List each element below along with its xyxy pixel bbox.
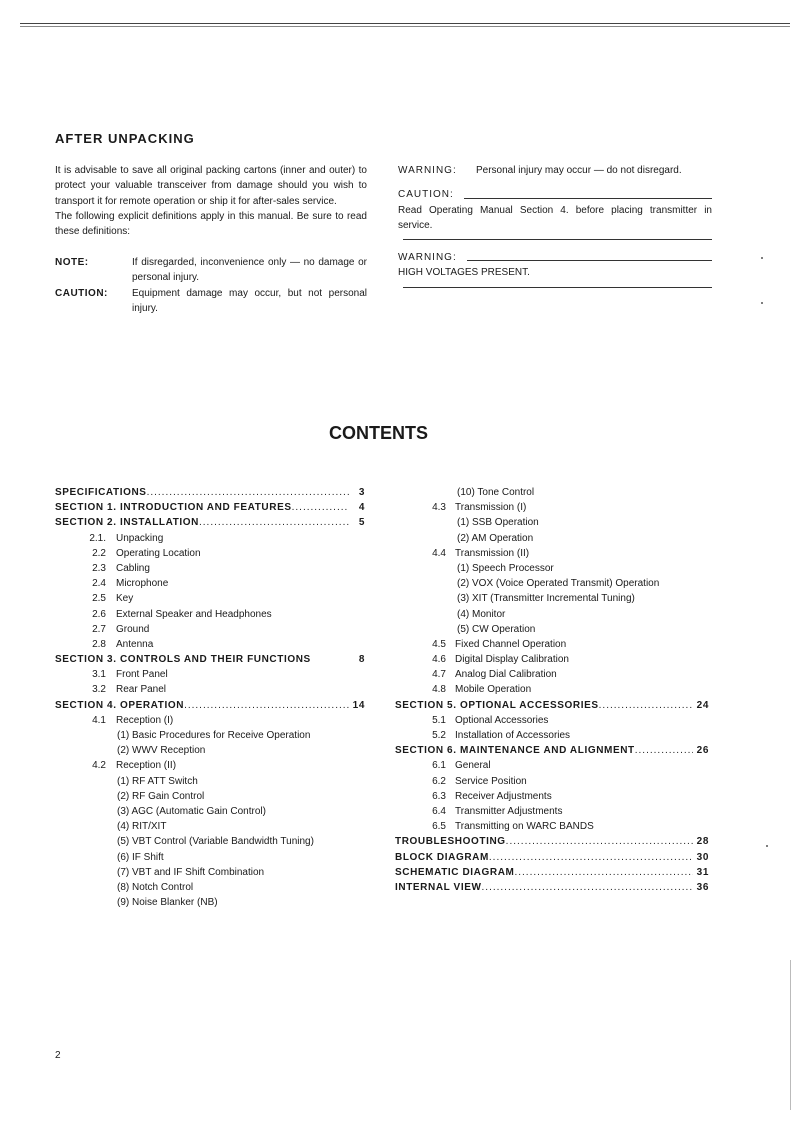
toc-entry-4-7[interactable]: 4.7 Analog Dial Calibration [432,669,557,681]
toc-entry-4-8[interactable]: 4.8 Mobile Operation [432,684,532,696]
toc-entry-4-3[interactable]: 4.3 Transmission (I) [432,502,527,514]
warning-rule [467,260,712,261]
packing-paragraph: It is advisable to save all original packing cartons (inner and outer) to protect your valuable transceiver from damage should you wish to transport it for remote operation or ship it for after-sales service. [55,165,367,207]
caution-rule [464,198,712,199]
toc-entry-2-6[interactable]: 2.6 External Speaker and Headphones [92,608,272,620]
toc-entry-5-2[interactable]: 5.2 Installation of Accessories [432,730,571,741]
toc-entry-block-diagram[interactable]: BLOCK DIAGRAM ..... 30 [395,850,709,865]
toc-entry-3-1[interactable]: 3.1 Front Panel [92,669,168,681]
scan-speck [766,845,768,847]
top-rule [20,23,790,24]
toc-left-column [55,485,365,910]
page-number: 2 [55,1050,61,1061]
top-rule-thin [20,26,790,27]
toc-entry-6-5[interactable]: 6.5 Transmitting on WARC BANDS [432,821,594,833]
toc-entry-2-8[interactable]: 2.8 Antenna [92,638,154,650]
toc-entry-troubleshooting[interactable]: TROUBLESHOOTING ..... 28 [395,834,709,849]
caution-definition [55,286,367,317]
note-definition [55,255,367,286]
toc-entry-4-4-5[interactable]: (5) CW Operation [457,623,536,635]
toc-right-column [395,485,709,895]
toc-entry-4-2-1[interactable]: (1) RF ATT Switch [117,775,198,787]
toc-entry-4-1[interactable]: 4.1 Reception (I) [92,714,174,726]
toc-entry-2-2[interactable]: 2.2 Operating Location [92,547,201,559]
caution-end-rule [403,239,712,240]
toc-entry-4-2-4[interactable]: (4) RIT/XIT [117,821,167,833]
warning-personal-injury [398,163,712,178]
toc-entry-4-2[interactable]: 4.2 Reception (II) [92,760,177,772]
toc-entry-4-4-1[interactable]: (1) Speech Processor [457,562,554,574]
scan-speck [761,302,763,304]
toc-entry-4-2-6[interactable]: (6) IF Shift [117,851,164,863]
toc-entry-4-4[interactable]: 4.4 Transmission (II) [432,547,530,559]
toc-entry-5-1[interactable]: 5.1 Optional Accessories [432,714,549,726]
toc-entry-section-2[interactable]: SECTION 2. INSTALLATION ..... 5 [55,515,365,530]
toc-entry-section-6[interactable]: SECTION 6. MAINTENANCE AND ALIGNMENT ..... 26 [395,743,709,758]
toc-entry-3-2[interactable]: 3.2 Rear Panel [92,684,167,696]
warning-end-rule [403,287,712,288]
toc-entry-6-3[interactable]: 6.3 Receiver Adjustments [432,790,552,802]
warning-description: Personal injury may occur — do not disregard. [476,165,682,176]
toc-entry-4-2-7[interactable]: (7) VBT and IF Shift Combination [117,866,265,878]
toc-entry-4-4-2[interactable]: (2) VOX (Voice Operated Transmit) Operation [457,578,660,590]
warning-term: WARNING: [398,165,457,176]
definitions-list [55,255,367,316]
toc-entry-4-1-1[interactable]: (1) Basic Procedures for Receive Operation [117,730,311,741]
toc-entry-6-4[interactable]: 6.4 Transmitter Adjustments [432,805,563,817]
toc-entry-2-3[interactable]: 2.3 Cabling [92,562,150,574]
toc-entry-4-2-8[interactable]: (8) Notch Control [117,881,194,893]
toc-entry-4-2-5[interactable]: (5) VBT Control (Variable Bandwidth Tuning) [117,836,314,848]
toc-entry-2-7[interactable]: 2.7 Ground [92,623,150,635]
toc-entry-4-4-3[interactable]: (3) XIT (Transmitter Incremental Tuning) [457,593,635,605]
warning-label: WARNING: [398,252,457,264]
toc-entry-4-2-10[interactable]: (10) Tone Control [457,487,535,498]
high-voltage-text: HIGH VOLTAGES PRESENT. [398,267,530,279]
toc-entry-specifications[interactable]: SPECIFICATIONS ..... 3 [55,485,365,500]
contents-title: CONTENTS [329,423,428,443]
toc-entry-4-4-4[interactable]: (4) Monitor [457,608,506,620]
toc-entry-4-1-2[interactable]: (2) WWV Reception [117,745,206,757]
after-unpacking-heading: AFTER UNPACKING [55,131,195,146]
toc-entry-4-2-9[interactable]: (9) Noise Blanker (NB) [117,897,218,909]
caution-description: Equipment damage may occur, but not personal injury. [132,287,367,314]
toc-entry-4-2-3[interactable]: (3) AGC (Automatic Gain Control) [117,805,266,817]
toc-entry-2-1[interactable]: 2.1. Unpacking [89,532,164,544]
caution-label-line [398,187,712,202]
toc-entry-6-2[interactable]: 6.2 Service Position [432,775,527,787]
toc-entry-section-1[interactable]: SECTION 1. INTRODUCTION AND FEATURES ..... 4 [55,500,365,515]
definitions-paragraph: The following explicit definitions apply in this manual. Be sure to read these definitions: [55,210,367,238]
toc-entry-2-4[interactable]: 2.4 Microphone [92,578,169,590]
caution-term: CAUTION: [55,287,108,299]
toc-entry-internal-view[interactable]: INTERNAL VIEW ..... 36 [395,880,709,895]
toc-entry-4-2-2[interactable]: (2) RF Gain Control [117,790,205,802]
toc-entry-4-5[interactable]: 4.5 Fixed Channel Operation [432,638,567,650]
toc-entry-4-3-1[interactable]: (1) SSB Operation [457,517,539,529]
toc-entry-4-3-2[interactable]: (2) AM Operation [457,532,534,544]
after-unpacking-text [55,163,367,239]
caution-label: CAUTION: [398,189,454,201]
toc-entry-section-3[interactable]: SECTION 3. CONTROLS AND THEIR FUNCTIONS 8 [55,654,365,666]
toc-entry-6-1[interactable]: 6.1 General [432,760,491,772]
toc-entry-section-4[interactable]: SECTION 4. OPERATION ..... 14 [55,698,365,713]
scan-edge-line [790,960,791,1110]
toc-entry-section-5[interactable]: SECTION 5. OPTIONAL ACCESSORIES ..... 24 [395,698,709,713]
warning-label-line [398,250,712,265]
caution-text: Read Operating Manual Section 4. before placing transmitter in service. [398,204,712,231]
toc-entry-schematic-diagram[interactable]: SCHEMATIC DIAGRAM ..... 31 [395,865,709,880]
warnings-block [398,163,712,288]
scan-speck [761,257,763,259]
note-description: If disregarded, inconvenience only — no damage or personal injury. [132,257,367,284]
toc-entry-4-6[interactable]: 4.6 Digital Display Calibration [432,654,569,666]
toc-entry-2-5[interactable]: 2.5 Key [92,593,134,605]
note-term: NOTE: [55,257,89,268]
